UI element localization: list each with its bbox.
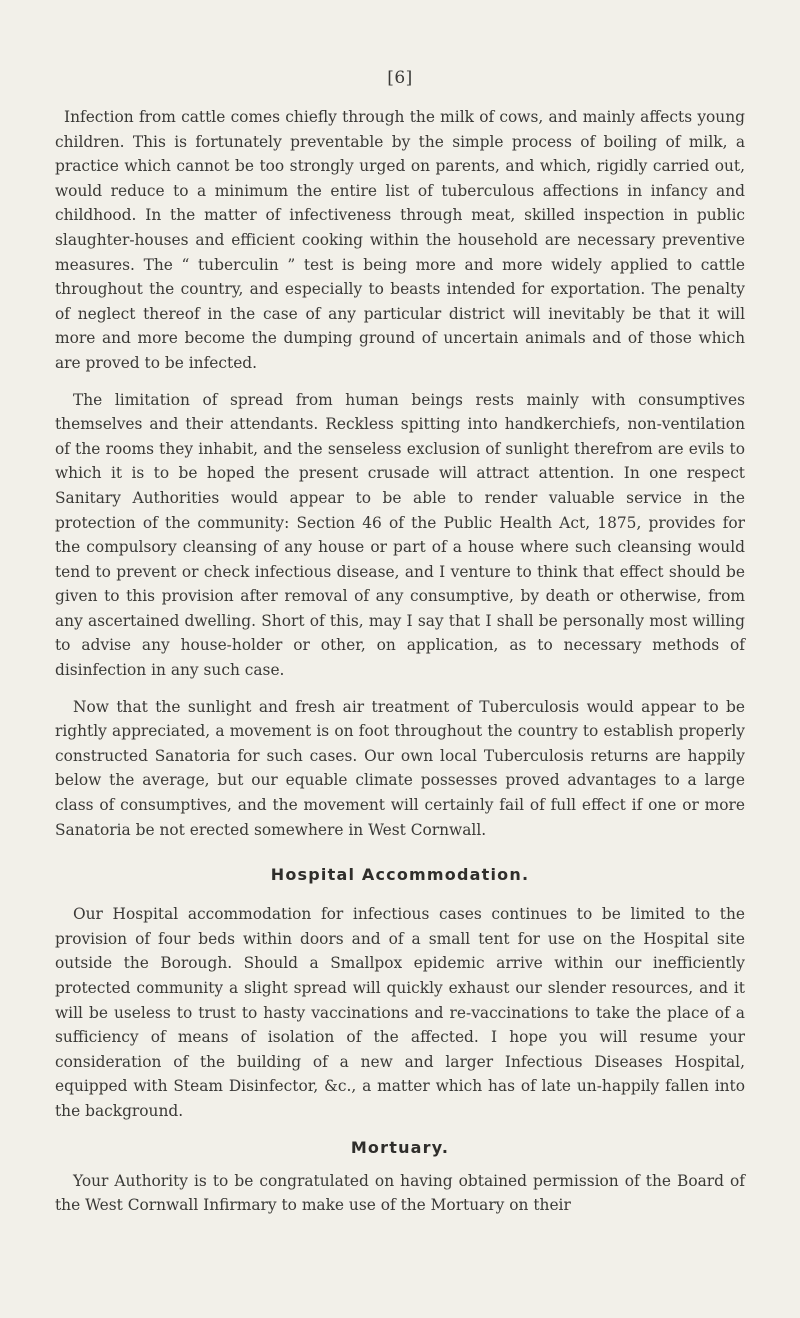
- paragraph-cattle-infection: Infection from cattle comes chiefly through the milk of cows, and mainly affects young children. This is fortunately preventable by the simple process of boiling of milk, a practice which cannot be too strongly urged on parents, and which, rigidly carried out, would reduce to a minimum the entire list of tuberculous affections in infancy and childhood. In the matter of infectiveness through meat, skilled inspection in public slaughter-houses and efficient cooking within the household are necessary preventive measures. The “ tuberculin ” test is being more and more widely applied to cattle throughout the country, and especially to beasts intended for exportation. The penalty of neglect thereof in the case of any particular district will inevitably be that it will more and more become the dumping ground of uncertain animals and of those which are proved to be infected.: [55, 108, 745, 372]
- page-content: [55, 105, 745, 1218]
- page-number: [6]: [387, 68, 413, 88]
- paragraph-hospital: Our Hospital accommodation for infectious cases continues to be limited to the provision of four beds within doors and of a small tent for use on the Hospital site outside the Borough. Should a Smallpox epidemic arrive within our inefficiently protected community a slight spread will quickly exhaust our slender resources, and it will be useless to trust to hasty vaccinations and re-vaccinations to take the place of a sufficiency of means of isolation of the affected. I hope you will resume your consideration of the building of a new and larger Infectious Diseases Hospital, equipped with Steam Disinfector, &c., a matter which has of late un-happily fallen into the background.: [55, 905, 745, 1120]
- paragraph-mortuary: Your Authority is to be congratulated on having obtained permission of the Board of the West Cornwall Infirmary to make use of the Mortuary on their: [55, 1171, 745, 1215]
- heading-hospital-accommodation: Hospital Accommodation.: [270, 865, 530, 885]
- paragraph-human-spread: The limitation of spread from human beings rests mainly with consumptives themselves and their attendants. Reckless spitting into handkerchiefs, non-ventilation of the rooms they inhabit, and the senseless exclusion of sunlight therefrom are evils to which it is to be hoped the present crusade will attract attention. In one respect Sanitary Authorities would appear to be able to render valuable service in the protection of the community: Section 46 of the Public Health Act, 1875, provides for the compulsory cleansing of any house or part of a house where such cleansing would tend to prevent or check infectious disease, and I venture to think that effect should be given to this provision after removal of any consumptive, by death or otherwise, from any ascertained dwelling. Short of this, may I say that I shall be personally most willing to advise any house-holder or other, on application, as to necessary methods of disinfection in any such case.: [55, 390, 745, 680]
- paragraph-sanatoria: Now that the sunlight and fresh air treatment of Tuberculosis would appear to be rightly appreciated, a movement is on foot throughout the country to establish properly constructed Sanatoria for such cases. Our own local Tuberculosis returns are happily below the average, but our equable climate possesses proved advantages to a large class of consumptives, and the movement will certainly fail of full effect if one or more Sanatoria be not erected somewhere in West Cornwall.: [55, 697, 745, 839]
- heading-mortuary: Mortuary.: [350, 1137, 450, 1157]
